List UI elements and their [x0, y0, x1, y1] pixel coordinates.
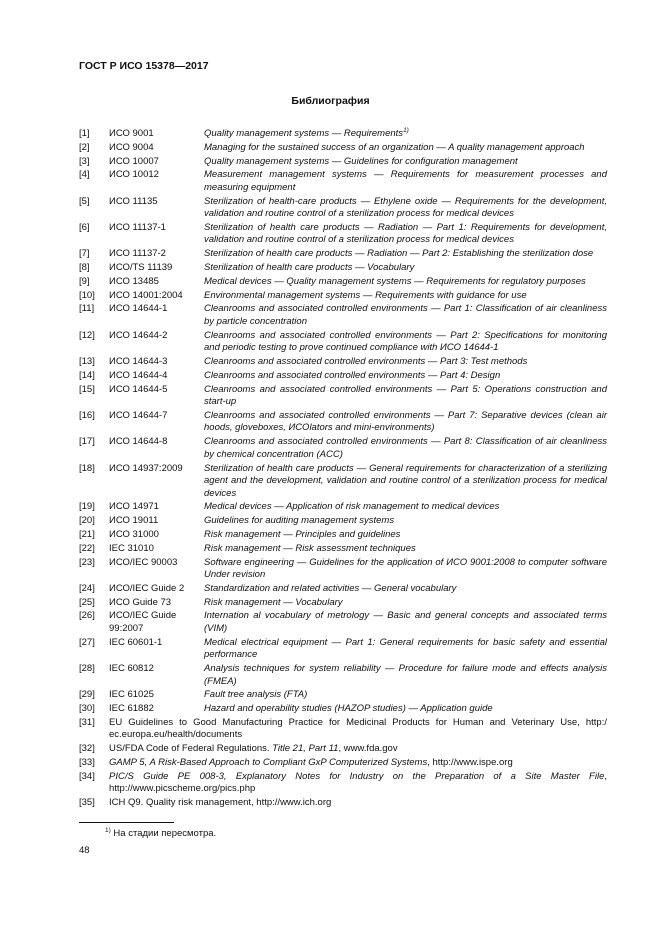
reference-code: ИСО 14001:2004 [109, 289, 183, 301]
reference-number: [27] [79, 636, 95, 648]
reference-code: ИСО Guide 73 [109, 596, 172, 608]
reference-item [79, 370, 607, 383]
reference-item [79, 356, 607, 369]
reference-title-text: Risk management — Principles and guidelines [204, 528, 401, 540]
reference-number: [30] [79, 703, 95, 715]
reference-item [79, 743, 607, 756]
reference-item [79, 771, 607, 796]
reference-number: [10] [79, 289, 95, 301]
reference-title [204, 142, 607, 155]
reference-number: [1] [79, 128, 90, 139]
reference-item [79, 689, 607, 702]
reference-title-text: Sterilization of health care products — General requirements for characterization of a sterilizing agent and the development, validation and routine control of a sterilization process for medical devices [204, 462, 607, 499]
reference-code: ИСО 31000 [109, 528, 159, 540]
reference-title-text: Sterilization of health care products — Radiation — Part 1: Requirements for development, validation and routine control of a sterilization process for medical devices [204, 221, 607, 246]
reference-title-text: Measurement management systems — Requirements for measurement processes and measuring equipment [204, 169, 607, 193]
reference-code: ИСО 11137-1 [109, 221, 166, 233]
reference-full-text [109, 771, 607, 796]
reference-item [79, 515, 607, 528]
reference-item [79, 303, 607, 328]
reference-code: ИСО/IEC Guide 99:2007 [109, 610, 177, 634]
reference-title [204, 501, 607, 514]
reference-title [204, 222, 607, 247]
reference-title [204, 557, 607, 582]
reference-number: [13] [79, 356, 95, 368]
reference-title [204, 515, 607, 528]
reference-code: ИСО 14644-1 [109, 303, 168, 315]
reference-title-text: Risk management — Vocabulary [204, 596, 343, 608]
reference-code: ИСО 14644-8 [109, 436, 168, 448]
reference-title [204, 196, 607, 221]
reference-text-italic: Title 21, Part 11 [272, 743, 339, 755]
reference-item [79, 262, 607, 275]
reference-title-text: Internation al vocabulary of metrology — Basic and general concepts and associated terms (VIM) [204, 610, 607, 634]
reference-text-pre: US/FDA Code of Federal Regulations. [109, 743, 273, 755]
reference-number: [19] [79, 501, 95, 513]
reference-number: [8] [79, 262, 90, 274]
reference-number: [12] [79, 329, 95, 341]
reference-number: [29] [79, 689, 95, 701]
reference-number: [2] [79, 141, 90, 153]
reference-item [79, 142, 607, 155]
reference-item [79, 757, 607, 770]
reference-code: ИСО 11135 [109, 195, 158, 207]
reference-item [79, 583, 607, 596]
reference-item [79, 196, 607, 221]
page-number: 48 [79, 845, 90, 856]
footnote-mark: 1) [105, 826, 111, 834]
reference-item [79, 410, 607, 435]
reference-number: [6] [79, 221, 90, 233]
footnote-ref-mark: 1) [403, 126, 409, 134]
reference-code: ИСО 14937:2009 [109, 462, 183, 474]
reference-title-text: Cleanrooms and associated controlled environments — Part 1: Classification of air cleanliness by particle concentration [204, 303, 607, 327]
reference-item [79, 276, 607, 289]
reference-title [204, 356, 607, 369]
reference-title-text: Analysis techniques for system reliability — Procedure for failure mode and effects analysis (FMEA) [204, 663, 607, 687]
reference-title [204, 529, 607, 542]
reference-text: ICH Q9. Quality risk management, http://www.ich.org [109, 797, 332, 809]
reference-code: ИСО 13485 [109, 275, 159, 287]
reference-number: [3] [79, 155, 90, 167]
reference-number: [17] [79, 436, 95, 448]
reference-code: ИСО/TS 11139 [109, 262, 173, 274]
reference-full-text [109, 717, 607, 742]
reference-title [204, 543, 607, 556]
reference-number: [4] [79, 169, 90, 181]
reference-number: [24] [79, 582, 95, 594]
reference-code: ИСО 14644-4 [109, 369, 168, 381]
reference-number: [22] [79, 542, 95, 554]
reference-text-italic: GAMP 5, A Risk-Based Approach to Compliant GxP Computerized Systems [109, 757, 428, 768]
reference-number: [31] [79, 716, 95, 728]
footnote-text: На стадии пересмотра. [113, 828, 217, 839]
reference-title-text: Managing for the sustained success of an organization — A quality management approach [204, 141, 585, 153]
reference-code: ИСО/IEC Guide 2 [109, 582, 185, 594]
reference-title [204, 597, 607, 610]
reference-title [204, 156, 607, 169]
bibliography-title: Библиография [291, 95, 370, 107]
reference-item [79, 529, 607, 542]
reference-item [79, 384, 607, 409]
reference-number: [25] [79, 596, 95, 608]
reference-title [204, 248, 607, 261]
reference-number: [26] [79, 610, 95, 622]
reference-title [204, 610, 607, 635]
reference-code: ИСО 14971 [109, 501, 159, 513]
reference-number: [33] [79, 757, 95, 768]
reference-title [204, 689, 607, 702]
reference-code: ИСО 14644-7 [109, 409, 168, 421]
reference-code: ИСО 19011 [109, 515, 159, 527]
reference-text-italic: PIC/S Guide PE 008-3, Explanatory Notes for Industry on the Preparation of a Site Master File [109, 770, 605, 782]
reference-title-text: Sterilization of health-care products — Ethylene oxide — Requirements for the development, validation and routine control of a sterilization process for medical devices [204, 195, 607, 220]
reference-title [204, 410, 607, 435]
reference-title [204, 290, 607, 303]
reference-item [79, 797, 607, 810]
reference-title [204, 169, 607, 194]
reference-number: [16] [79, 409, 95, 421]
reference-number: [28] [79, 663, 95, 675]
reference-number: [7] [79, 248, 90, 260]
reference-title-text: Medical devices — Quality management systems — Requirements for regulatory purposes [204, 275, 586, 287]
reference-title-text: Cleanrooms and associated controlled environments — Part 7: Separative devices (clean air hoods, gloveboxes, ИСОlators and mini-environments) [204, 409, 607, 434]
reference-code: ИСО 9001 [109, 128, 154, 139]
reference-title [204, 370, 607, 383]
reference-title [204, 384, 607, 409]
reference-title-text: Cleanrooms and associated controlled environments — Part 8: Classification of air cleanliness by chemical concentration (ACC) [204, 436, 607, 460]
reference-code: IEC 61882 [109, 703, 154, 715]
reference-code: ИСО 14644-3 [109, 356, 168, 368]
reference-title [204, 128, 607, 141]
reference-title-text: Software engineering — Guidelines for the application of ИСО 9001:2008 to computer software Under revision [204, 556, 607, 581]
reference-title-text: Cleanrooms and associated controlled environments — Part 5: Operations construction and start-up [204, 383, 607, 408]
reference-item [79, 637, 607, 662]
reference-number: [35] [79, 797, 95, 809]
reference-number: [32] [79, 743, 95, 755]
reference-code: IEC 60812 [109, 663, 154, 675]
reference-title [204, 303, 607, 328]
reference-item [79, 248, 607, 261]
reference-code: IEC 60601-1 [109, 636, 163, 648]
reference-title-text: Cleanrooms and associated controlled environments — Part 3: Test methods [204, 356, 528, 368]
reference-number: [18] [79, 462, 95, 474]
reference-code: ИСО 11137-2 [109, 248, 166, 260]
reference-title-text: Quality management systems — Guidelines for configuration management [204, 155, 518, 167]
reference-title-text: Hazard and operability studies (HAZOP studies) — Application guide [204, 703, 493, 715]
reference-title-text: Standardization and related activities — General vocabulary [204, 582, 457, 594]
reference-number: [23] [79, 556, 95, 568]
reference-item [79, 169, 607, 194]
reference-number: [34] [79, 770, 95, 782]
document-header: ГОСТ Р ИСО 15378—2017 [79, 60, 209, 72]
reference-title [204, 436, 607, 461]
reference-code: ИСО 10012 [109, 169, 159, 181]
reference-number: [11] [79, 303, 95, 315]
reference-item [79, 156, 607, 169]
reference-title-text: Guidelines for auditing management systems [204, 515, 395, 527]
reference-number: [20] [79, 515, 95, 527]
reference-item [79, 717, 607, 742]
reference-item [79, 703, 607, 716]
reference-title-text: Medical devices — Application of risk management to medical devices [204, 501, 500, 513]
reference-code: ИСО/IEC 90003 [109, 556, 178, 568]
reference-item [79, 436, 607, 461]
reference-title-text: Environmental management systems — Requirements with guidance for use [204, 289, 527, 301]
reference-title-text: Sterilization of health care products — Vocabulary [204, 262, 415, 274]
reference-code: ИСО 10007 [109, 155, 159, 167]
reference-text-post: , www.fda.gov [338, 743, 398, 755]
reference-code: IEC 31010 [109, 542, 154, 554]
reference-item [79, 610, 607, 635]
reference-code: ИСО 14644-5 [109, 383, 168, 395]
reference-title [204, 663, 607, 688]
reference-text-post: , http://www.ispe.org [427, 757, 513, 768]
reference-item [79, 330, 607, 355]
reference-full-text [109, 797, 607, 810]
reference-item [79, 543, 607, 556]
reference-item [79, 557, 607, 582]
reference-number: [5] [79, 195, 90, 207]
reference-number: [14] [79, 369, 95, 381]
reference-title [204, 276, 607, 289]
reference-title-text: Medical electrical equipment — Part 1: General requirements for basic safety and essential performance [204, 636, 607, 661]
reference-code: ИСО 14644-2 [109, 329, 168, 341]
footnote-divider [79, 822, 174, 823]
reference-title-text: Cleanrooms and associated controlled environments — Part 2: Specifications for monitoring and periodic testing to prove continued compliance with ИСО 14644-1 [204, 329, 607, 354]
reference-number: [15] [79, 383, 95, 395]
reference-number: [21] [79, 528, 95, 540]
reference-title [204, 463, 607, 501]
reference-full-text [109, 757, 607, 770]
reference-title [204, 637, 607, 662]
reference-title-text: Cleanrooms and associated controlled environments — Part 4: Design [204, 369, 501, 381]
reference-title-text: Fault tree analysis (FTA) [204, 689, 308, 701]
reference-item [79, 222, 607, 247]
reference-number: [9] [79, 275, 90, 287]
reference-title-text: Quality management systems — Requirements [204, 128, 404, 139]
reference-title-text: Sterilization of health care products — Radiation — Part 2: Establishing the sterilization dose [204, 248, 594, 260]
reference-item [79, 663, 607, 688]
reference-text-post: , http://www.picscheme.org/pics.php [109, 770, 607, 795]
reference-item [79, 463, 607, 501]
reference-title-text: Risk management — Risk assessment techniques [204, 542, 416, 554]
reference-item [79, 128, 607, 141]
reference-full-text [109, 743, 607, 756]
reference-list [79, 128, 607, 811]
reference-item [79, 501, 607, 514]
reference-title [204, 330, 607, 355]
reference-title [204, 583, 607, 596]
reference-code: ИСО 9004 [109, 141, 154, 153]
reference-title [204, 262, 607, 275]
footnote [105, 828, 216, 839]
reference-item [79, 290, 607, 303]
reference-code: IEC 61025 [109, 689, 154, 701]
reference-text: EU Guidelines to Good Manufacturing Practice for Medicinal Products for Human and Veterinary Use, http:/ ec.europa.eu/health/documents [109, 716, 607, 741]
reference-item [79, 597, 607, 610]
reference-title [204, 703, 607, 716]
